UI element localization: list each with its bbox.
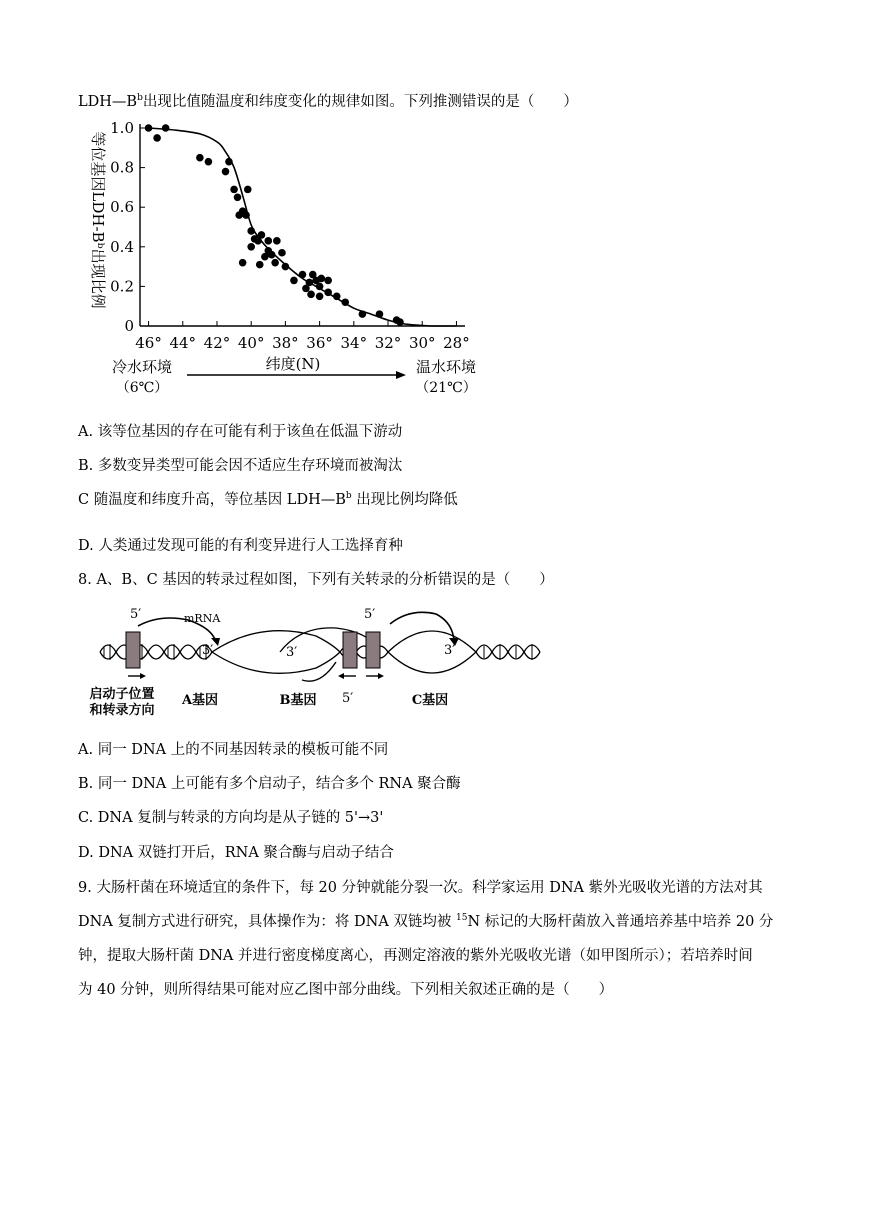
promoter-a bbox=[126, 632, 140, 668]
x-tick-label: 30° bbox=[408, 334, 436, 352]
data-point bbox=[242, 211, 250, 219]
data-point bbox=[225, 158, 233, 166]
q8-option-b: B. 同一 DNA 上可能有多个启动子，结合多个 RNA 聚合酶 bbox=[78, 776, 461, 792]
promoter-b bbox=[343, 632, 357, 668]
label-promoter-2: 和转录方向 bbox=[89, 703, 155, 718]
y-tick-label: 0.2 bbox=[110, 277, 134, 296]
mrna-b-strand bbox=[302, 662, 336, 681]
q8-option-c: C. DNA 复制与转录的方向均是从子链的 5'→3' bbox=[78, 810, 384, 826]
data-point bbox=[290, 277, 298, 285]
data-point bbox=[316, 283, 324, 291]
data-point bbox=[271, 259, 279, 267]
label-mrna: mRNA bbox=[184, 612, 221, 625]
data-point bbox=[256, 261, 264, 269]
x-tick-label: 38° bbox=[272, 334, 299, 352]
data-point bbox=[196, 154, 204, 162]
data-point bbox=[376, 310, 384, 318]
q9-line-2: DNA 复制方式进行研究，具体操作为：将 DNA 双链均被 $^{15}$N 标记的大肠杆菌放入普通培养基中培养 20 分 bbox=[78, 913, 774, 930]
chart-right-caption-2: （21℃） bbox=[415, 380, 477, 396]
promoter-c bbox=[366, 632, 380, 668]
promoter-b-direction-arrowhead bbox=[338, 673, 344, 679]
data-point bbox=[162, 124, 170, 132]
mrna-c-strand bbox=[390, 612, 454, 640]
chart-right-caption-1: 温水环境 bbox=[415, 358, 477, 376]
data-point bbox=[230, 186, 238, 194]
label-3prime-a: 3′ bbox=[202, 643, 214, 658]
q9-line-3: 钟，提取大肠杆菌 DNA 并进行密度梯度离心，再测定溶液的紫外光吸收光谱（如甲图所示）；若培养时间 bbox=[78, 948, 753, 964]
data-point bbox=[333, 293, 341, 301]
q8-option-d: D. DNA 双链打开后，RNA 聚合酶与启动子结合 bbox=[78, 845, 394, 861]
data-point bbox=[396, 318, 404, 326]
q7-option-b: B. 多数变异类型可能会因不适应生存环境而被淘汰 bbox=[78, 458, 403, 474]
y-tick-label: 0.4 bbox=[110, 237, 134, 256]
ldh-chart bbox=[80, 112, 500, 397]
data-point bbox=[316, 293, 324, 301]
chart-ylabel: 等位基因LDH-Bᵇ出现比例 bbox=[89, 131, 107, 309]
data-point bbox=[264, 237, 272, 245]
q9-line-4: 为 40 分钟，则所得结果可能对应乙图中部分曲线。下列相关叙述正确的是（ ） bbox=[78, 982, 614, 998]
chart-direction-arrowhead bbox=[396, 371, 406, 379]
q7-stem: $LDH—B^b$出现比值随温度和纬度变化的规律如图。下列推测错误的是（ ） bbox=[78, 93, 578, 110]
data-point bbox=[222, 168, 230, 176]
q8-option-a: A. 同一 DNA 上的不同基因转录的模板可能不同 bbox=[78, 742, 389, 758]
label-3prime-c: 3′ bbox=[444, 643, 456, 658]
data-point bbox=[282, 263, 290, 271]
data-point bbox=[235, 211, 243, 219]
data-point bbox=[205, 158, 213, 166]
data-point bbox=[153, 134, 161, 142]
q7-option-c: C 随温度和纬度升高，等位基因 $LDH—B^b$ 出现比例均降低 bbox=[78, 491, 458, 508]
chart-points bbox=[145, 124, 404, 326]
label-3prime-b: 3′ bbox=[286, 645, 298, 660]
data-point bbox=[341, 298, 349, 306]
chart-trend-curve bbox=[149, 128, 456, 326]
data-point bbox=[299, 271, 307, 279]
x-tick-label: 34° bbox=[340, 334, 368, 352]
x-tick-label: 46° bbox=[135, 334, 162, 352]
dna-rungs bbox=[104, 644, 532, 660]
chart-axes bbox=[140, 124, 465, 326]
data-point bbox=[234, 194, 242, 202]
data-point bbox=[307, 291, 315, 299]
y-tick-label: 1.0 bbox=[110, 119, 134, 137]
x-tick-label: 40° bbox=[237, 334, 265, 352]
y-tick-label: 0 bbox=[124, 317, 134, 335]
data-point bbox=[273, 237, 281, 245]
x-tick-label: 44° bbox=[169, 334, 197, 352]
data-point bbox=[264, 247, 272, 255]
data-point bbox=[247, 243, 255, 251]
chart-left-caption-1: 冷水环境 bbox=[111, 358, 173, 376]
q8-stem: 8. A、B、C 基因的转录过程如图，下列有关转录的分析错误的是（ ） bbox=[78, 572, 554, 588]
promoter-c-direction-arrowhead bbox=[378, 673, 384, 679]
q7-option-d: D. 人类通过发现可能的有利变异进行人工选择育种 bbox=[78, 538, 403, 554]
data-point bbox=[359, 310, 367, 318]
data-point bbox=[278, 249, 286, 257]
x-tick-label: 28° bbox=[443, 334, 470, 352]
data-point bbox=[239, 259, 247, 267]
label-gene-c: C基因 bbox=[411, 693, 449, 708]
data-point bbox=[324, 289, 332, 297]
y-tick-label: 0.8 bbox=[110, 158, 134, 177]
data-point bbox=[302, 285, 310, 293]
dna-helix bbox=[100, 628, 540, 673]
label-gene-b: B基因 bbox=[279, 693, 317, 708]
data-point bbox=[244, 186, 252, 194]
data-point bbox=[318, 275, 326, 283]
data-point bbox=[324, 277, 332, 285]
x-tick-label: 36° bbox=[306, 334, 333, 352]
label-promoter-1: 启动子位置 bbox=[89, 687, 155, 702]
q9-line-1: 9. 大肠杆菌在环境适宜的条件下，每 20 分钟就能分裂一次。科学家运用 DNA 紫外光吸收光谱的方法对其 bbox=[78, 880, 763, 896]
x-tick-label: 42° bbox=[203, 334, 231, 352]
label-5prime-a: 5′ bbox=[130, 607, 142, 622]
x-tick-label: 32° bbox=[374, 334, 402, 352]
data-point bbox=[247, 227, 255, 235]
chart-left-caption-2: （6℃） bbox=[115, 380, 169, 396]
label-gene-a: A基因 bbox=[181, 693, 219, 708]
promoter-a-direction-arrowhead bbox=[140, 673, 146, 679]
y-tick-label: 0.6 bbox=[110, 198, 134, 217]
q7-option-a: A. 该等位基因的存在可能有利于该鱼在低温下游动 bbox=[78, 424, 403, 440]
chart-xlabel: 纬度(N) bbox=[265, 355, 321, 373]
transcription-diagram bbox=[80, 600, 560, 720]
data-point bbox=[258, 231, 266, 239]
data-point bbox=[145, 124, 153, 132]
label-5prime-b: 5′ bbox=[342, 691, 354, 706]
label-5prime-c: 5′ bbox=[364, 607, 376, 622]
